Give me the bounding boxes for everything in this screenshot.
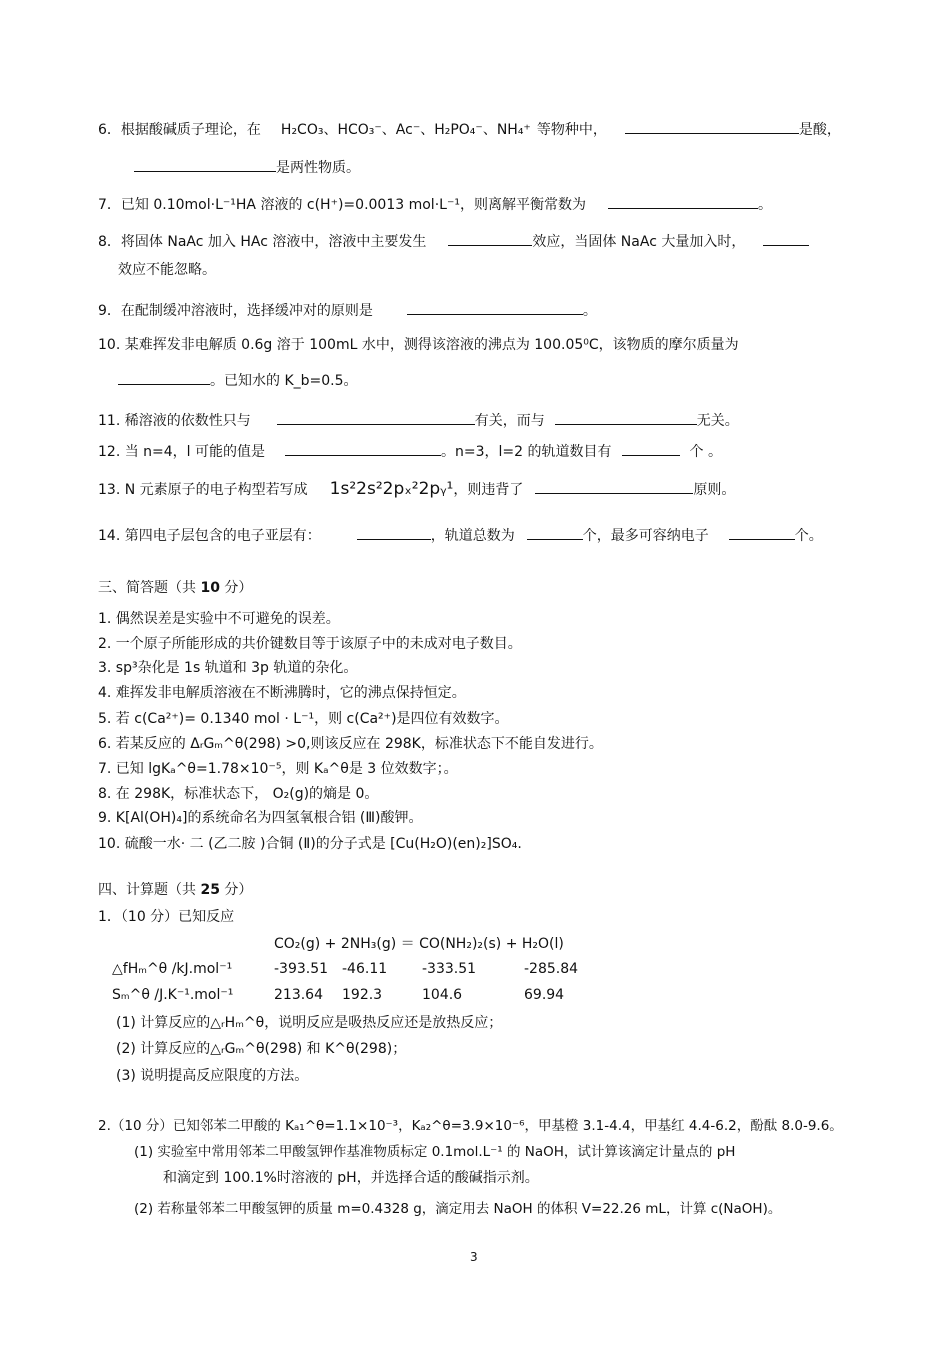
question-text: N 元素原子的电子构型若写成 — [124, 482, 308, 498]
question-number: 6． — [98, 122, 121, 138]
question-text: 效应不能忽略。 — [118, 262, 216, 278]
question-14 — [98, 524, 823, 546]
section-4-heading: 四、计算题（共 25 分） — [98, 882, 253, 898]
answer-blank[interactable] — [625, 118, 799, 134]
question-text: 无关。 — [696, 413, 739, 429]
question-text: 是两性物质。 — [276, 160, 360, 176]
question-text: 将固体 NaAc 加入 HAc 溶液中，溶液中主要发生 — [120, 234, 427, 250]
question-text: 在配制缓冲溶液时，选择缓冲对的原则是 — [120, 303, 373, 319]
problem-1-sub-2: (2) 计算反应的△ᵣGₘ^θ(298) 和 K^θ(298)； — [116, 1041, 407, 1057]
question-text: 有关，而与 — [474, 413, 545, 429]
question-text: 某难挥发非电解质 0.6g 溶于 100mL 水中，测得该溶液的沸点为 100.05⁰C，该物质的摩尔质量为 — [124, 337, 739, 353]
question-text: ，轨道总数为 — [430, 528, 515, 544]
electron-configuration: 1s²2s²2pₓ²2pᵧ¹ — [329, 479, 454, 499]
problem-2-sub-2: (2) 若称量邻苯二甲酸氢钾的质量 m=0.4328 g，滴定用去 NaOH 的体积 V=22.26 mL，计算 c(NaOH)。 — [134, 1201, 782, 1217]
problem-2-sub-1-line1: (1) 实验室中常用邻苯二甲酸氢钾作基准物质标定 0.1mol.L⁻¹ 的 NaOH，试计算该滴定计量点的 pH — [134, 1144, 736, 1160]
table-cell: -393.51 — [274, 961, 329, 977]
question-6-line1 — [98, 118, 841, 140]
question-number: 10. — [98, 337, 121, 353]
answer-blank[interactable] — [622, 440, 680, 456]
answer-blank[interactable] — [555, 409, 697, 425]
problem-1-sub-3: (3) 说明提高反应限度的方法。 — [116, 1068, 309, 1084]
question-10-line2 — [118, 369, 358, 391]
answer-blank[interactable] — [357, 524, 431, 540]
table-cell: 69.94 — [524, 987, 565, 1003]
question-6-line2 — [134, 156, 360, 178]
true-false-item: 6. 若某反应的 ΔᵣGₘ^θ(298) >0,则该反应在 298K，标准状态下不能自发进行。 — [98, 736, 603, 752]
question-9 — [98, 299, 597, 321]
species-list: H₂CO₃、HCO₃⁻、Ac⁻、H₂PO₄⁻、NH₄⁺ — [280, 122, 531, 138]
question-text: ，则违背了 — [453, 482, 524, 498]
true-false-item: 2. 一个原子所能形成的共价键数目等于该原子中的未成对电子数目。 — [98, 636, 522, 652]
answer-blank[interactable] — [407, 299, 583, 315]
true-false-item: 8. 在 298K，标准状态下， O₂(g)的熵是 0。 — [98, 786, 379, 802]
question-number: 13. — [98, 482, 121, 498]
question-8-line2 — [118, 260, 216, 280]
table-cell: -333.51 — [422, 961, 477, 977]
question-text: 等物种中， — [536, 122, 607, 138]
table-cell: -46.11 — [342, 961, 388, 977]
row-label: Sₘ^θ /J.K⁻¹.mol⁻¹ — [112, 987, 234, 1003]
question-text: 。 — [582, 303, 597, 319]
thermo-data-table — [112, 930, 578, 1008]
question-10-line1 — [98, 335, 739, 355]
question-text: 根据酸碱质子理论，在 — [120, 122, 261, 138]
question-text: 个，最多可容纳电子 — [582, 528, 709, 544]
question-text: 是酸， — [798, 122, 841, 138]
answer-blank[interactable] — [134, 156, 276, 172]
entropy-row — [112, 982, 578, 1008]
question-text: 原则。 — [693, 482, 736, 498]
answer-blank[interactable] — [448, 230, 532, 246]
problem-1-title: 1．（10 分）已知反应 — [98, 909, 235, 925]
problem-2-title: 2.（10 分）已知邻苯二甲酸的 Kₐ₁^θ=1.1×10⁻³，Kₐ₂^θ=3.9×10⁻⁶，甲基橙 3.1-4.4，甲基红 4.4-6.2，酚酞 8.0-9.6。 — [98, 1118, 843, 1134]
true-false-item: 10. 硫酸一水· 二 (乙二胺 )合铜 (Ⅱ)的分子式是 [Cu(H₂O)(en)₂]SO₄. — [98, 836, 522, 852]
problem-2-sub-1-line2: 和滴定到 100.1%时溶液的 pH，并选择合适的酸碱指示剂。 — [163, 1170, 539, 1186]
question-text: 当 n=4，l 可能的值是 — [124, 444, 266, 460]
question-number: 7． — [98, 197, 121, 213]
question-text: 。已知水的 K_b=0.5。 — [210, 373, 358, 389]
question-number: 9． — [98, 303, 121, 319]
true-false-item: 7. 已知 lgKₐ^θ=1.78×10⁻⁵，则 Kₐ^θ是 3 位效数字；。 — [98, 761, 458, 777]
answer-blank[interactable] — [118, 369, 210, 385]
question-11 — [98, 409, 739, 431]
true-false-item: 4. 难挥发非电解质溶液在不断沸腾时，它的沸点保持恒定。 — [98, 685, 466, 701]
question-number: 8． — [98, 234, 121, 250]
page-number: 3 — [470, 1250, 478, 1264]
answer-blank[interactable] — [285, 440, 441, 456]
table-cell: 213.64 — [274, 987, 323, 1003]
question-text: 。 — [757, 197, 772, 213]
reaction-equation: CO₂(g) + 2NH₃(g) ＝ CO(NH₂)₂(s) + H₂O(l) — [274, 936, 564, 952]
question-text: 已知 0.10mol·L⁻¹HA 溶液的 c(H⁺)=0.0013 mol·L⁻¹，则离解平衡常数为 — [120, 197, 586, 213]
question-text: 效应，当固体 NaAc 大量加入时， — [532, 234, 746, 250]
answer-blank[interactable] — [763, 230, 809, 246]
question-7 — [98, 193, 772, 215]
table-cell: 192.3 — [342, 987, 383, 1003]
question-text: 稀溶液的依数性只与 — [124, 413, 251, 429]
answer-blank[interactable] — [277, 409, 475, 425]
question-8-line1 — [98, 230, 809, 252]
question-text: 第四电子层包含的电子亚层有： — [124, 528, 321, 544]
table-cell: -285.84 — [524, 961, 579, 977]
true-false-item: 1. 偶然误差是实验中不可避免的误差。 — [98, 611, 340, 627]
true-false-item: 5. 若 c(Ca²⁺)= 0.1340 mol · L⁻¹，则 c(Ca²⁺)是四位有效数字。 — [98, 711, 509, 727]
question-number: 11. — [98, 413, 121, 429]
answer-blank[interactable] — [729, 524, 795, 540]
true-false-item: 9. K[Al(OH)₄]的系统命名为四氢氧根合铝 (Ⅲ)酸钾。 — [98, 810, 423, 826]
section-3-heading: 三、简答题（共 10 分） — [98, 580, 253, 596]
question-number: 12. — [98, 444, 121, 460]
question-text: 个 。 — [689, 444, 722, 460]
true-false-item: 3. sp³杂化是 1s 轨道和 3p 轨道的杂化。 — [98, 660, 358, 676]
answer-blank[interactable] — [535, 478, 693, 494]
question-text: 个。 — [794, 528, 823, 544]
question-text: 。n=3，l=2 的轨道数目有 — [441, 444, 612, 460]
problem-1-sub-1: (1) 计算反应的△ᵣHₘ^θ，说明反应是吸热反应还是放热反应； — [116, 1015, 503, 1031]
row-label: △fHₘ^θ /kJ.mol⁻¹ — [112, 961, 233, 977]
question-12 — [98, 440, 722, 462]
enthalpy-row — [112, 956, 578, 982]
table-cell: 104.6 — [422, 987, 463, 1003]
question-13 — [98, 478, 735, 500]
answer-blank[interactable] — [608, 193, 758, 209]
answer-blank[interactable] — [527, 524, 583, 540]
question-number: 14. — [98, 528, 121, 544]
reaction-row — [112, 930, 578, 956]
